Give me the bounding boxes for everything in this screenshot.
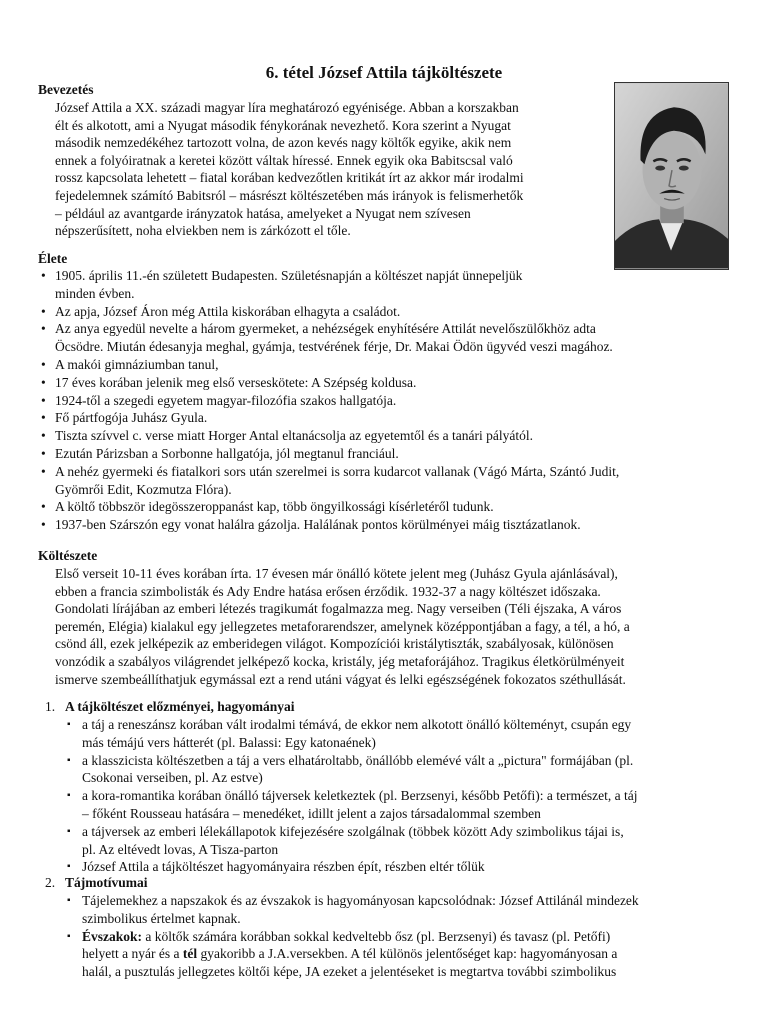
list-item: • 1924-től a szegedi egyetem magyar-filozófia szakos hallgatója. (38, 392, 738, 410)
list-item: ▪ a kora-romantika korában önálló tájversek keletkeztek (pl. Berzsenyi, később Petőfi): a természet, a táj – főként Rousseau hatására – menedéket, idillt jelent a zajos társadalommal szemben (65, 787, 745, 823)
kolteszete-line: csönd áll, ezek jelképezik az emberidegen világot. Kompozíciói kristálytiszták, szabályosak, különösen (55, 636, 614, 652)
list-item: ▪ a táj a reneszánsz korában vált irodalmi témává, de ekkor nem alkotott önálló költeményt, csupán egy más témájú vers hátterét (pl. Balassi: Egy katonaének) (65, 716, 745, 752)
bevezetes-line: népszerűsített, noha elviekben nem is zárkózott el tőle. (55, 223, 351, 239)
kolteszete-line: Gondolati lírájában az emberi létezés tragikumát fogalmazza meg. Nagy verseiben (Téli éjszaka, A város (55, 601, 622, 617)
list-item: ▪ Évszakok: a költők számára korábban sokkal kedveltebb ősz (pl. Berzsenyi) és tavasz (pl. Petőfi) helyett a nyár és a tél gyakoribb a J.A.versekben. A tél különös jelentőséget kap: hagyományosan a halál, a pusztulás jellegzetes költői képe, JA ezeket a jelentéseket is megtartva további szimbolikus (65, 928, 745, 981)
tajmotivumai-list (65, 892, 745, 981)
bevezetes-line: élt és alkotott, ami a Nyugat második fénykorának nevezhető. Kora szerint a Nyugat (55, 117, 511, 133)
bevezetes-paragraph (55, 99, 605, 240)
bevezetes-line: – például az avantgarde irányzatok hatása, amelyeket a Nyugat nem szívesen (55, 205, 471, 221)
list-item: • Fő pártfogója Juhász Gyula. (38, 409, 738, 427)
list-item: • Ezután Párizsban a Sorbonne hallgatója, jól megtanul franciául. (38, 445, 738, 463)
kolteszete-line: Első verseit 10-11 éves korában írta. 17 évesen már önálló kötete jelent meg (Juhász Gyula ajánlásával), (55, 566, 618, 581)
section-heading-elozmenyek: 1. A tájköltészet előzményei, hagyományai (45, 699, 295, 714)
portrait-photo-icon (615, 83, 728, 269)
kolteszete-line: ismerve szembeállíthatjuk egymással ezt a rend utáni vágyat és lelki egészségének fokozatos széthullását. (55, 671, 626, 687)
list-item: ▪ a tájversek az emberi lélekállapotok kifejezésére szolgálnak (többek között Ady szimbolikus tájai is, pl. Az eltévedt lovas, A Tisza-parton (65, 823, 745, 859)
kolteszete-paragraph (55, 565, 755, 688)
list-item: • A nehéz gyermeki és fiatalkori sors után szerelmei is sorra kudarcot vallanak (Vágó Márta, Szántó Judit, Gyömrői Edit, Kozmutza Flóra). (38, 463, 738, 499)
section-heading-elete: Élete (38, 251, 68, 266)
list-item: ▪ József Attila a tájköltészet hagyományaira részben épít, részben eltér tőlük (65, 858, 745, 876)
elete-list (38, 267, 738, 534)
section-heading-kolteszete: Költészete (38, 548, 98, 563)
page-title: 6. tétel József Attila tájköltészete (265, 63, 503, 82)
list-item: • Az anya egyedül nevelte a három gyermeket, a nehézségek enyhítésére Attilát nevelőszülőkhöz adta Öcsödre. Miután édesanyja meghal, gyámja, testvérének férje, Dr. Makai Ödön ügyvéd veszi magához. (38, 320, 738, 356)
list-item: • A költő többször idegösszeroppanást kap, több öngyilkossági kísérletéről tudunk. (38, 498, 738, 516)
bevezetes-line: József Attila a XX. századi magyar líra meghatározó egyénisége. Abban a korszakban (55, 100, 519, 115)
list-item: ▪ Tájelemekhez a napszakok és az évszakok is hagyományosan kapcsolódnak: József Attilánál mindezek szimbolikus értelmet kapnak. (65, 892, 745, 928)
list-item: • 17 éves korában jelenik meg első verseskötete: A Szépség koldusa. (38, 374, 738, 392)
bevezetes-line: rossz kapcsolata lehetett – fiatal korában kedvezőtlen kritikát írt az akkor már irodalmi (55, 170, 524, 186)
list-item: • 1905. április 11.-én született Budapesten. Születésnapján a költészet napját ünnepeljük minden évben. (38, 267, 738, 303)
list-item: • 1937-ben Szárszón egy vonat halálra gázolja. Halálának pontos körülményei máig tisztázatlanok. (38, 516, 738, 534)
bevezetes-line: második nemzedékéhez tartozott volna, de azon kevés nagy költők egyike, akik nem (55, 135, 512, 151)
kolteszete-line: peremén, Elégia) kialakul egy jellegzetes metaforarendszer, amelynek középpontjában a fagy, a tél, a hó, a (55, 618, 630, 634)
list-item: • Az apja, József Áron még Attila kiskorában elhagyta a családot. (38, 303, 738, 321)
list-item: • Tiszta szívvel c. verse miatt Horger Antal eltanácsolja az egyetemtől és a tanári pályától. (38, 427, 738, 445)
portrait-photo (614, 82, 729, 270)
elozmenyek-list (65, 716, 745, 876)
list-item: ▪ a klasszicista költészetben a táj a vers elhatároltabb, önállóbb elemévé vált a „pictura" formájában (pl. Csokonai verseiben, pl. Az estve) (65, 752, 745, 788)
section-heading-bevezetes: Bevezetés (38, 82, 94, 97)
bevezetes-line: fejedelemnek számító Babitsról – másrészt költészetében más irányok is felismerhetők (55, 187, 524, 203)
kolteszete-line: ebben a francia szimbolisták és Ady Endre hatása erősen érződik. 1932-37 a nagy költészet időszaka. (55, 583, 601, 599)
kolteszete-line: vonzódik a szabályos világrendet jelképező kocka, kristály, jég metaforájához. Tragikus életkörülményeit (55, 653, 625, 669)
section-heading-tajmotivumai: 2. Tájmotívumai (45, 875, 148, 890)
bevezetes-line: ennek a folyóiratnak a keretei között váltak híressé. Ennek egyik oka Babitscsal való (55, 152, 513, 168)
list-item: • A makói gimnáziumban tanul, (38, 356, 738, 374)
